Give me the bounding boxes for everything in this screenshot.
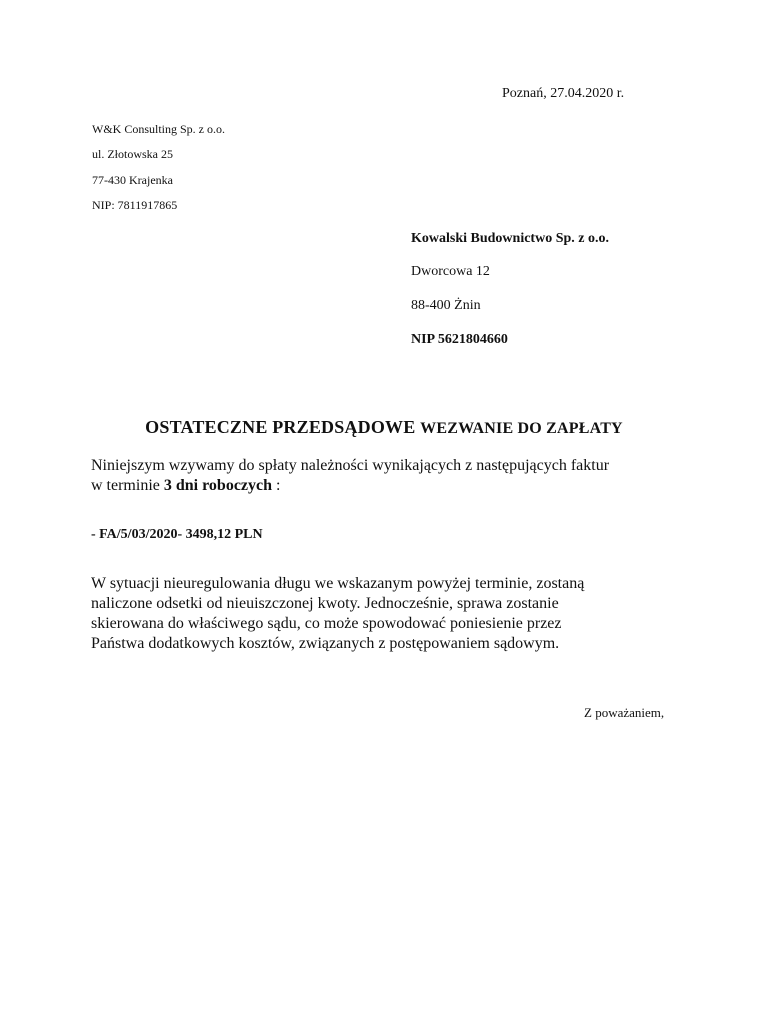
intro-line2-prefix: w terminie (91, 477, 164, 494)
sender-nip: NIP: 7811917865 (92, 198, 178, 212)
closing-salutation: Z poważaniem, (584, 705, 665, 720)
paragraph-line4: Państwa dodatkowych kosztów, związanych z postępowaniem sądowym. (91, 635, 560, 652)
intro-paragraph (91, 456, 691, 496)
invoice-line: - FA/5/03/2020- 3498,12 PLN (91, 527, 263, 542)
sender-company: W&K Consulting Sp. z o.o. (92, 122, 226, 136)
sender-city: 77-430 Krajenka (92, 173, 173, 187)
place-date: Poznań, 27.04.2020 r. (502, 86, 625, 101)
title-part2: WEZWANIE DO ZAPŁATY (420, 420, 623, 437)
paragraph-line2: naliczone odsetki od nieuiszczonej kwoty. Jednocześnie, sprawa zostanie (91, 595, 559, 612)
paragraph-line1: W sytuacji nieuregulowania długu we wskazanym powyżej terminie, zostaną (91, 575, 585, 592)
paragraph-line3: skierowana do właściwego sądu, co może spowodować poniesienie przez (91, 615, 562, 632)
title-part1: OSTATECZNE PRZEDSĄDOWE (145, 417, 421, 437)
recipient-company: Kowalski Budownictwo Sp. z o.o. (411, 231, 609, 246)
intro-line2-suffix: : (272, 477, 281, 494)
recipient-nip: NIP 5621804660 (411, 332, 508, 347)
recipient-city: 88-400 Żnin (411, 298, 481, 313)
letter-title (0, 417, 768, 438)
intro-line1: Niniejszym wzywamy do spłaty należności wynikających z następujących faktur (91, 457, 610, 474)
consequences-paragraph (91, 574, 691, 654)
recipient-street: Dworcowa 12 (411, 264, 490, 279)
sender-street: ul. Złotowska 25 (92, 147, 173, 161)
intro-line2 (91, 476, 691, 496)
deadline-text: 3 dni roboczych (163, 477, 273, 494)
